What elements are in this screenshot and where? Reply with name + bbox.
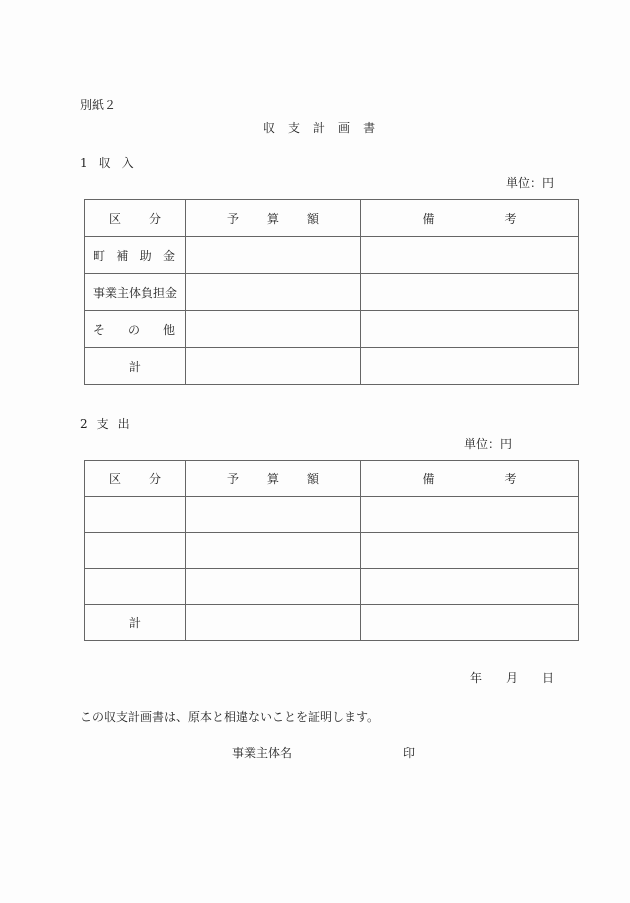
expense-unit-label: 単位：円	[464, 437, 513, 451]
title-char: 書	[363, 121, 376, 135]
budget-cell[interactable]	[186, 237, 361, 274]
category-cell: 事業主体負担金	[85, 274, 186, 311]
month-label: 月	[506, 671, 519, 685]
income-table	[84, 199, 579, 385]
total-row	[85, 605, 579, 641]
category-cell: 計	[85, 348, 186, 385]
section-char: 支	[96, 417, 109, 431]
title-char: 画	[338, 121, 351, 135]
title-char: 計	[313, 121, 326, 135]
expense-table	[84, 460, 579, 641]
remarks-cell[interactable]	[361, 237, 579, 274]
budget-cell[interactable]	[186, 274, 361, 311]
income-unit-label: 単位：円	[506, 176, 555, 190]
table-header-row	[85, 461, 579, 497]
income-section-title	[80, 156, 145, 170]
table-row	[85, 274, 579, 311]
category-cell[interactable]	[85, 497, 186, 533]
date-line	[470, 671, 554, 685]
entity-name-label: 事業主体名	[232, 746, 293, 760]
day-label: 日	[542, 671, 555, 685]
category-cell: 計	[85, 605, 186, 641]
remarks-cell[interactable]	[361, 311, 579, 348]
total-row	[85, 348, 579, 385]
header-remarks: 備 考	[361, 461, 579, 497]
table-row	[85, 237, 579, 274]
table-row	[85, 311, 579, 348]
remarks-cell[interactable]	[361, 533, 579, 569]
section-char: 収	[98, 156, 111, 170]
budget-cell[interactable]	[186, 348, 361, 385]
budget-cell[interactable]	[186, 311, 361, 348]
table-row	[85, 497, 579, 533]
table-row	[85, 533, 579, 569]
remarks-cell[interactable]	[361, 569, 579, 605]
section-char: 入	[121, 156, 134, 170]
category-cell[interactable]	[85, 569, 186, 605]
budget-cell[interactable]	[186, 605, 361, 641]
title-char: 支	[288, 121, 301, 135]
header-budget: 予 算 額	[186, 461, 361, 497]
section-char: 出	[117, 417, 130, 431]
header-category: 区 分	[85, 461, 186, 497]
document-title	[263, 121, 375, 135]
section-number: 2	[80, 417, 88, 431]
year-label: 年	[470, 671, 483, 685]
certification-text: この収支計画書は、原本と相違ないことを証明します。	[80, 710, 380, 724]
header-budget: 予 算 額	[186, 200, 361, 237]
section-number: 1	[80, 156, 88, 170]
category-cell[interactable]	[85, 533, 186, 569]
sheet-label: 別紙２	[80, 98, 117, 112]
header-category: 区 分	[85, 200, 186, 237]
budget-cell[interactable]	[186, 533, 361, 569]
remarks-cell[interactable]	[361, 348, 579, 385]
category-cell: 町 補 助 金	[85, 237, 186, 274]
seal-label: 印	[403, 746, 416, 760]
remarks-cell[interactable]	[361, 274, 579, 311]
title-char: 収	[263, 121, 276, 135]
table-header-row	[85, 200, 579, 237]
budget-cell[interactable]	[186, 569, 361, 605]
category-cell: そ の 他	[85, 311, 186, 348]
table-row	[85, 569, 579, 605]
remarks-cell[interactable]	[361, 605, 579, 641]
header-remarks: 備 考	[361, 200, 579, 237]
budget-cell[interactable]	[186, 497, 361, 533]
expense-section-title	[80, 417, 139, 431]
remarks-cell[interactable]	[361, 497, 579, 533]
